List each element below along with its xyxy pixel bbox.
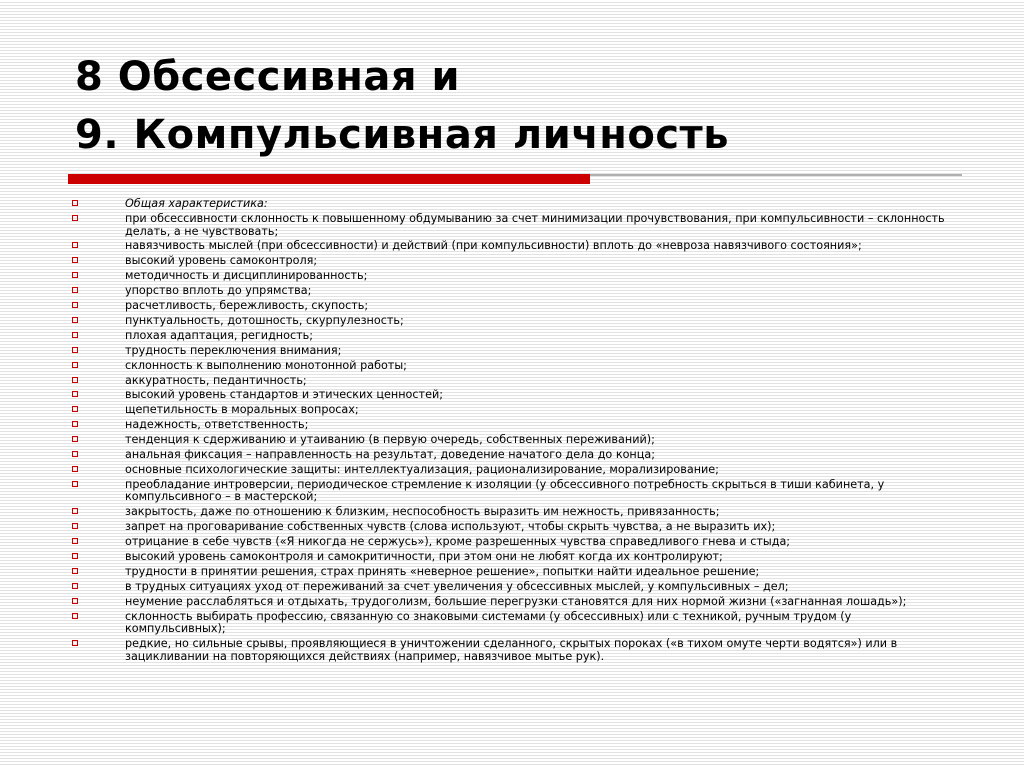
list-item-text: высокий уровень стандартов и этических ценностей; <box>125 388 443 402</box>
list-item-text: расчетливость, бережливость, скупость; <box>125 299 369 313</box>
list-item-text: методичность и дисциплинированность; <box>125 269 368 283</box>
list-item <box>72 389 952 402</box>
list-item-text: аккуратность, педантичность; <box>125 373 307 387</box>
square-bullet-icon <box>72 436 78 442</box>
title-underline-red <box>68 174 590 184</box>
list-item <box>72 270 952 283</box>
square-bullet-icon <box>72 640 78 646</box>
list-item <box>72 404 952 417</box>
list-item-text: Общая характеристика: <box>125 197 268 210</box>
list-item-text: плохая адаптация, регидность; <box>125 328 313 342</box>
list-item-text: надежность, ответственность; <box>125 418 309 432</box>
list-item-text: анальная фиксация – направленность на результат, доведение начатого дела до конца; <box>125 447 655 461</box>
list-item-text: закрытость, даже по отношению к близким, неспособность выразить им нежность, привязанность; <box>125 505 720 519</box>
slide-title <box>75 48 729 164</box>
square-bullet-icon <box>72 613 78 619</box>
list-item <box>72 345 952 358</box>
list-item <box>72 315 952 328</box>
square-bullet-icon <box>72 451 78 457</box>
list-item <box>72 566 952 579</box>
list-item <box>72 551 952 564</box>
square-bullet-icon <box>72 406 78 412</box>
list-item-text: упорство вплоть до упрямства; <box>125 284 312 298</box>
list-item <box>72 285 952 298</box>
square-bullet-icon <box>72 242 78 248</box>
list-item <box>72 255 952 268</box>
square-bullet-icon <box>72 538 78 544</box>
list-item-text: склонность выбирать профессию, связанную со знаковыми системами (у обсессивных) или с техникой, ручным трудом (у компульсивных); <box>125 609 852 636</box>
list-item-text: преобладание интроверсии, периодическое стремление к изоляции (у обсессивного потребность скрыться в тиши кабинета, у компульсивного – в мастерской; <box>125 477 885 504</box>
list-item <box>72 611 952 636</box>
list-item-text: высокий уровень самоконтроля; <box>125 254 318 268</box>
list-item-text: неумение расслабляться и отдыхать, трудоголизм, большие перегрузки становятся для них нормой жизни («загнанная лошадь»); <box>125 594 907 608</box>
square-bullet-icon <box>72 598 78 604</box>
list-item <box>72 596 952 609</box>
list-item-text: трудность переключения внимания; <box>125 343 342 357</box>
list-item <box>72 300 952 313</box>
list-item-text: навязчивость мыслей (при обсессивности) и действий (при компульсивности) вплоть до «невроза навязчивого состояния»; <box>125 239 862 253</box>
list-item <box>72 240 952 253</box>
list-item <box>72 330 952 343</box>
square-bullet-icon <box>72 481 78 487</box>
list-item <box>72 521 952 534</box>
square-bullet-icon <box>72 332 78 338</box>
square-bullet-icon <box>72 466 78 472</box>
list-item <box>72 419 952 432</box>
characteristics-list <box>72 198 952 666</box>
square-bullet-icon <box>72 523 78 529</box>
list-item <box>72 213 952 238</box>
square-bullet-icon <box>72 302 78 308</box>
list-item-text: трудности в принятии решения, страх принять «неверное решение», попытки найти идеальное решение; <box>125 564 760 578</box>
square-bullet-icon <box>72 568 78 574</box>
square-bullet-icon <box>72 215 78 221</box>
title-line-2: 9. Компульсивная личность <box>75 112 730 158</box>
list-item-text: запрет на проговаривание собственных чувств (слова используют, чтобы скрыть чувства, а не выразить их); <box>125 520 776 534</box>
list-item-text: в трудных ситуациях уход от переживаний за счет увеличения у обсессивных мыслей, у компульсивных – дел; <box>125 579 789 593</box>
list-item-text: пунктуальность, дотошность, скурпулезность; <box>125 313 404 327</box>
list-item <box>72 449 952 462</box>
square-bullet-icon <box>72 200 78 206</box>
square-bullet-icon <box>72 421 78 427</box>
list-item <box>72 434 952 447</box>
list-item <box>72 638 952 663</box>
title-underline-gray <box>590 174 962 176</box>
list-item-text: высокий уровень самоконтроля и самокритичности, при этом они не любят когда их контролируют; <box>125 550 723 563</box>
square-bullet-icon <box>72 287 78 293</box>
list-item-text: основные психологические защиты: интеллектуализация, рационализирование, морализирование; <box>125 462 719 476</box>
title-line-1: 8 Обсессивная и <box>75 54 461 100</box>
square-bullet-icon <box>72 272 78 278</box>
list-item-text: тенденция к сдерживанию и утаиванию (в первую очередь, собственных переживаний); <box>125 433 655 447</box>
list-item <box>72 479 952 504</box>
square-bullet-icon <box>72 508 78 514</box>
square-bullet-icon <box>72 553 78 559</box>
list-item <box>72 464 952 477</box>
square-bullet-icon <box>72 362 78 368</box>
square-bullet-icon <box>72 347 78 353</box>
list-item-text: склонность к выполнению монотонной работы; <box>125 358 407 372</box>
square-bullet-icon <box>72 583 78 589</box>
list-item-text: отрицание в себе чувств («Я никогда не сержусь»), кроме разрешенных чувства справедливого гнева и стыда; <box>125 535 791 549</box>
list-item <box>72 506 952 519</box>
list-item-text: при обсессивности склонность к повышенному обдумыванию за счет минимизации прочувствования, при компульсивности – склонность делать, а не чувствовать; <box>125 211 945 238</box>
list-item-text: редкие, но сильные срывы, проявляющиеся в уничтожении сделанного, скрытых пороках («в тихом омуте черти водятся») или в зацикливании на повторяющихся действиях (например, навязчивое мытье рук). <box>125 637 898 663</box>
list-heading <box>72 198 952 211</box>
list-item <box>72 581 952 594</box>
square-bullet-icon <box>72 377 78 383</box>
list-item <box>72 536 952 549</box>
list-item-text: щепетильность в моральных вопросах; <box>125 403 359 417</box>
square-bullet-icon <box>72 391 78 397</box>
square-bullet-icon <box>72 257 78 263</box>
square-bullet-icon <box>72 317 78 323</box>
list-item <box>72 375 952 388</box>
list-item <box>72 360 952 373</box>
